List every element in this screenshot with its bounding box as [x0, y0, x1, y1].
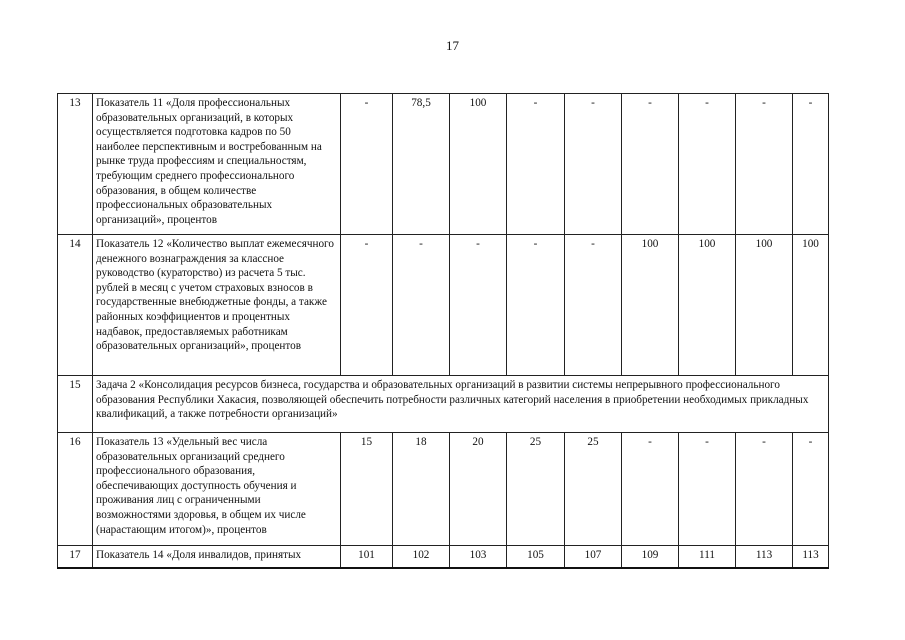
value-cell: - — [507, 235, 565, 376]
value-cell: 103 — [450, 546, 507, 569]
table-row — [58, 433, 829, 546]
value-cell: 15 — [341, 433, 393, 546]
value-cell: - — [679, 94, 736, 235]
value-cell: - — [793, 94, 829, 235]
table-row — [58, 235, 829, 376]
row-number: 15 — [58, 376, 93, 433]
row-number: 16 — [58, 433, 93, 546]
value-cell: 111 — [679, 546, 736, 569]
value-cell: 105 — [507, 546, 565, 569]
value-cell: 113 — [793, 546, 829, 569]
value-cell: 107 — [565, 546, 622, 569]
table-row — [58, 94, 829, 235]
row-number: 14 — [58, 235, 93, 376]
value-cell: - — [622, 433, 679, 546]
value-cell: - — [565, 94, 622, 235]
value-cell: 18 — [393, 433, 450, 546]
task-description: Задача 2 «Консолидация ресурсов бизнеса, государства и образовательных организаций в развитии системы непрерывного профессионального образования Республики Хакасия, позволяющей обеспечить потребности различных категорий населения в приобретении необходимых прикладных квалификаций, а также потребности организаций» — [93, 376, 829, 433]
value-cell: 25 — [565, 433, 622, 546]
indicator-description: Показатель 11 «Доля профессиональных образовательных организаций, в которых осуществляется подготовка кадров по 50 наиболее перспективным и востребованным на рынке труда профессиям и специальностям, требующим среднего профессионального образования, в общем количестве профессиональных образовательных организаций», процентов — [93, 94, 341, 235]
value-cell: 25 — [507, 433, 565, 546]
value-cell: 78,5 — [393, 94, 450, 235]
value-cell: 100 — [736, 235, 793, 376]
value-cell: - — [507, 94, 565, 235]
value-cell: 100 — [679, 235, 736, 376]
value-cell: - — [341, 94, 393, 235]
table-row — [58, 546, 829, 569]
value-cell: 102 — [393, 546, 450, 569]
value-cell: 20 — [450, 433, 507, 546]
value-cell: - — [341, 235, 393, 376]
row-number: 17 — [58, 546, 93, 569]
value-cell: 100 — [793, 235, 829, 376]
value-cell: - — [450, 235, 507, 376]
value-cell: - — [679, 433, 736, 546]
value-cell: - — [793, 433, 829, 546]
value-cell: - — [393, 235, 450, 376]
page-number: 17 — [446, 38, 459, 53]
table-row — [58, 376, 829, 433]
indicator-description: Показатель 13 «Удельный вес числа образовательных организаций среднего профессионального образования, обеспечивающих доступность обучения и проживания лиц с ограниченными возможностями здоровья, в общем их числе (нарастающим итогом)», процентов — [93, 433, 341, 546]
value-cell: - — [565, 235, 622, 376]
value-cell: 109 — [622, 546, 679, 569]
value-cell: 101 — [341, 546, 393, 569]
value-cell: - — [736, 433, 793, 546]
value-cell: 100 — [450, 94, 507, 235]
value-cell: - — [736, 94, 793, 235]
value-cell: 100 — [622, 235, 679, 376]
indicator-description: Показатель 14 «Доля инвалидов, принятых — [93, 546, 341, 569]
value-cell: - — [622, 94, 679, 235]
value-cell: 113 — [736, 546, 793, 569]
row-number: 13 — [58, 94, 93, 235]
indicator-description: Показатель 12 «Количество выплат ежемесячного денежного вознаграждения за классное руководство (кураторство) из расчета 5 тыс. рублей в месяц с учетом страховых взносов в государственные внебюджетные фонды, а также районных коэффициентов и процентных надбавок, предоставляемых работникам образовательных организаций», процентов — [93, 235, 341, 376]
indicators-table — [57, 93, 829, 569]
